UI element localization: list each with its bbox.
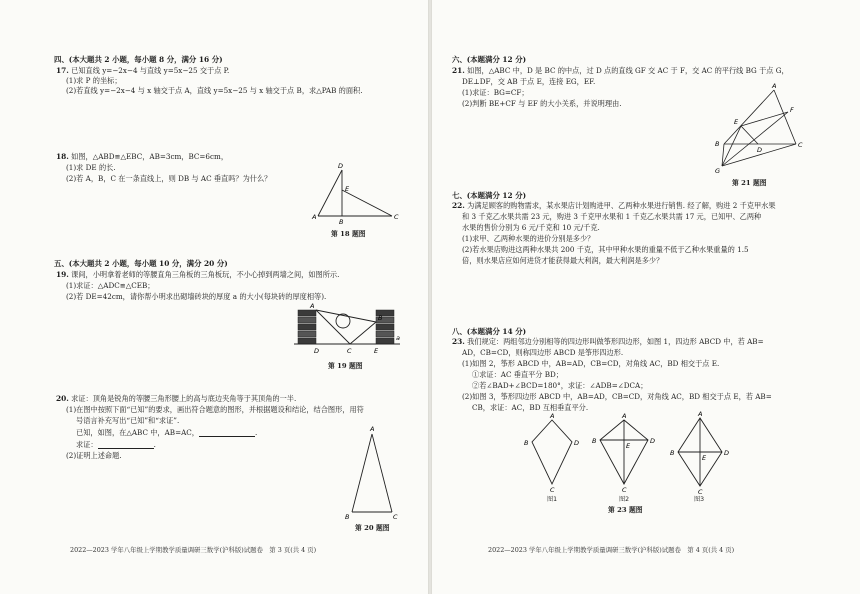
figure-23-1-label: 图1	[547, 496, 558, 503]
figure-23-caption: 第 23 题图	[608, 506, 643, 514]
figure-19-label-b: B	[378, 314, 383, 322]
question-23	[452, 337, 764, 346]
exam-page-3	[0, 0, 428, 594]
given-blank	[199, 429, 255, 437]
figure-19-label-c: C	[347, 347, 352, 355]
question-20-part2: (2)证明上述命题.	[66, 451, 122, 460]
question-18-number: 18.	[56, 152, 69, 161]
question-19-number: 19.	[56, 270, 69, 279]
figure-19-label-e: E	[374, 347, 379, 355]
figure-23-2-label: 图2	[619, 496, 630, 503]
question-20	[56, 394, 296, 403]
figure-21	[712, 82, 804, 175]
page-4-footer: 2022—2023 学年八年级上学期教学质量调研三数学(沪科版)试题卷 第 4 页(共 4 页)	[488, 546, 735, 554]
question-22-part2b: 倍，则水果店应如何进货才能获得最大利润，最大利润是多少？	[462, 256, 664, 265]
fig2-label-c: C	[622, 486, 627, 494]
prove-blank	[98, 441, 154, 449]
figure-21-label-e: E	[734, 118, 739, 126]
section-4-heading: 四、(本大题共 2 小题，每小题 8 分，满分 16 分)	[54, 55, 223, 64]
fig1-label-b: B	[524, 439, 529, 447]
fig1-label-a: A	[550, 412, 555, 420]
question-22-line1: 为满足顾客的购物需求，某水果店计划购进甲、乙两种水果进行销售. 经了解，购进 2 千克甲水果	[467, 201, 776, 210]
figure-20-label-a: A	[370, 425, 375, 433]
figure-18	[312, 164, 402, 226]
figure-21-label-f: F	[790, 106, 794, 114]
figure-20-label-c: C	[393, 513, 398, 521]
question-20-number: 20.	[56, 394, 69, 403]
figure-21-label-c: C	[798, 141, 803, 149]
figure-18-label-e: E	[345, 185, 350, 193]
section-5-heading: 五、(本大题共 2 小题，每小题 10 分，满分 20 分)	[54, 259, 228, 268]
question-20-given-text: 已知，如图，在△ABC 中，AB=AC，	[76, 428, 199, 437]
figure-21-label-g: G	[715, 167, 721, 175]
question-23-part2: (2)如图 3，筝形四边形 ABCD 中，AB=AD，CB=CD，对角线 AC，BD 相交于点 E，若 AB=	[462, 392, 772, 401]
fig1-label-c: C	[550, 486, 555, 494]
fig3-label-e: E	[702, 454, 707, 462]
figure-19-label-a-thickness: a	[396, 334, 400, 342]
question-20-part1b: 号语言补充写出“已知”和“求证”.	[76, 416, 180, 425]
figure-18-caption: 第 18 题图	[331, 230, 366, 238]
question-23-line1: 我们规定：两组邻边分别相等的四边形叫做筝形四边形，如图 1，四边形 ABCD 中，若 AB=	[467, 337, 764, 346]
question-21-part1: (1)求证：BG=CF；	[462, 88, 529, 97]
question-23-part2b: CB，求证：AC，BD 互相垂直平分.	[472, 403, 589, 412]
figure-19-caption: 第 19 题图	[328, 362, 363, 370]
exam-page-4	[432, 0, 860, 594]
figure-20	[344, 426, 400, 522]
figure-18-label-a: A	[312, 213, 317, 221]
figure-23-1	[522, 414, 582, 494]
fig3-label-b: B	[670, 449, 675, 457]
fig3-label-a: A	[698, 410, 703, 418]
question-20-stem: 求证：顶角是锐角的等腰三角形腰上的高与底边夹角等于其顶角的一半.	[71, 394, 297, 403]
question-20-part1: (1)在图中按照下面“已知”的要求，画出符合题意的图形，并根据题设和结论，结合图形，用符	[66, 405, 364, 414]
question-23-line2: AD，CB=CD，则称四边形 ABCD 是筝形四边形.	[462, 348, 624, 357]
question-22-part1: (1)求甲、乙两种水果的进价分别是多少？	[462, 234, 595, 243]
figure-23-3-label: 图3	[694, 496, 705, 503]
question-18	[56, 152, 228, 161]
question-20-prove: 求证： .	[76, 440, 156, 449]
question-23-part1a: ①求证：AC 垂直平分 BD；	[472, 370, 563, 379]
section-6-heading: 六、(本题满分 12 分)	[452, 55, 527, 64]
section-8-heading: 八、(本题满分 14 分)	[452, 327, 527, 336]
question-22-part2: (2)若水果店购进这两种水果共 200 千克，其中甲种水果的重量不低于乙种水果重量的 1.5	[462, 245, 749, 254]
fig1-label-d: D	[574, 439, 580, 447]
figure-21-label-b: B	[715, 140, 720, 148]
question-17-stem: 已知直线 y=−2x−4 与直线 y=5x−25 交于点 P.	[71, 66, 230, 75]
question-19-stem: 课间，小明拿着老师的等腰直角三角板的三角板玩，不小心掉到两墙之间，如图所示.	[71, 270, 340, 279]
question-23-part1: (1)如图 2，筝形 ABCD 中，AB=AD，CB=CD，对角线 AC，BD 相交于点 E.	[462, 359, 720, 368]
question-18-part2: (2)若 A，B，C 在一条直线上，则 DB 与 AC 垂直吗？为什么？	[66, 174, 272, 183]
question-21-number: 21.	[452, 66, 465, 75]
question-23-number: 23.	[452, 337, 465, 346]
figure-21-label-a: A	[772, 82, 777, 90]
question-20-prove-text: 求证：	[76, 440, 98, 449]
question-18-stem: 如图，△ABD≌△EBC，AB=3cm，BC=6cm，	[71, 152, 229, 161]
figure-20-caption: 第 20 题图	[355, 524, 390, 532]
question-17-part1: (1)求 P 的坐标；	[66, 76, 122, 85]
figure-19-label-a: A	[310, 302, 315, 310]
figure-20-label-b: B	[345, 513, 350, 521]
question-23-part1b: ②若∠BAD+∠BCD=180°，求证：∠ADB=∠DCA；	[472, 381, 648, 390]
question-17	[56, 66, 229, 75]
figure-18-label-c: C	[394, 213, 399, 221]
question-19-part1: (1)求证：△ADC≌△CEB；	[66, 281, 155, 290]
figure-23-3	[668, 410, 732, 496]
question-17-part2: (2)若直线 y=−2x−4 与 x 轴交于点 A，直线 y=5x−25 与 x 轴交于点 B，求△PAB 的面积.	[66, 86, 363, 95]
question-21-stem: 如图，△ABC 中，D 是 BC 的中点，过 D 点的直线 GF 交 AC 于 F，交 AC 的平行线 BG 于点 G，	[467, 66, 789, 75]
page-3-footer: 2022—2023 学年八年级上学期教学质量调研三数学(沪科版)试题卷 第 3 页(共 4 页)	[70, 546, 317, 554]
question-17-number: 17.	[56, 66, 69, 75]
fig3-label-d: D	[724, 449, 730, 457]
figure-21-caption: 第 21 题图	[732, 179, 767, 187]
fig2-label-a: A	[622, 412, 627, 420]
question-22-line2: 和 3 千克乙水果共需 23 元，购进 3 千克甲水果和 1 千克乙水果共需 17 元，已知甲、乙两种	[462, 212, 762, 221]
fig2-label-e: E	[626, 442, 631, 450]
question-21-stem2: DE⊥DF，交 AB 于点 E，连接 EG，EF.	[462, 77, 596, 86]
question-18-part1: (1)求 DE 的长.	[66, 163, 116, 172]
section-7-heading: 七、(本题满分 12 分)	[452, 191, 527, 200]
question-20-given: 已知，如图，在△ABC 中，AB=AC， .	[76, 428, 258, 437]
fig2-label-b: B	[592, 437, 597, 445]
figure-18-label-d: D	[338, 162, 344, 170]
question-19-part2: (2)若 DE=42cm，请你帮小明求出砌墙砖块的厚度 a 的大小(每块砖的厚度相等).	[66, 292, 327, 301]
fig3-label-c: C	[698, 488, 703, 496]
figure-19	[292, 304, 404, 358]
question-22-line3: 水果的售价分别为 6 元/千克和 10 元/千克.	[462, 223, 600, 232]
figure-18-label-b: B	[339, 218, 344, 226]
question-19	[56, 270, 339, 279]
question-22-number: 22.	[452, 201, 465, 210]
figure-19-label-d: D	[314, 347, 320, 355]
question-21	[452, 66, 789, 75]
figure-21-label-d: D	[757, 146, 763, 154]
question-22	[452, 201, 776, 210]
question-21-part2: (2)判断 BE+CF 与 EF 的大小关系，并说明理由.	[462, 99, 622, 108]
fig2-label-d: D	[650, 437, 656, 445]
figure-23-2	[592, 414, 656, 494]
